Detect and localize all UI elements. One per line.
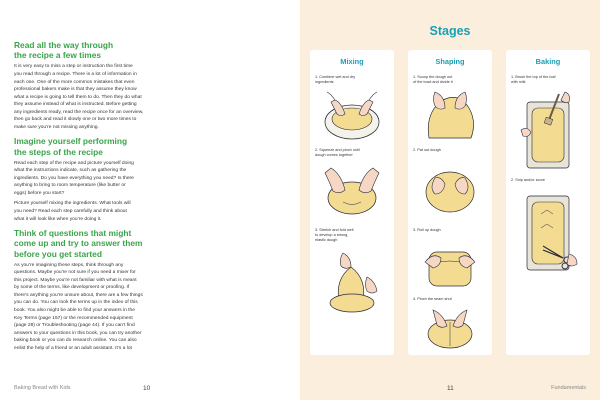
text-line: make sure you’re not missing anything. (14, 124, 99, 130)
step-text (413, 148, 489, 153)
stage-title: Mixing (340, 57, 364, 66)
paragraph (14, 200, 286, 223)
text-line: they assume instead of what is instructed. Before getting (14, 102, 137, 108)
text-line: Key Terms (page 157) or the recommended equipment (14, 315, 133, 321)
step-item (315, 148, 391, 158)
text-line: anything to bring to room temperature (like butter or (14, 183, 126, 189)
text-line: answers to your questions in this book, you can try another (14, 330, 142, 336)
text-line: Read each step of the recipe and picture yourself doing (14, 160, 134, 166)
brush-loaf-pan-icon (513, 90, 583, 175)
text-line: there’s anything you’re unsure about, there are a few things (14, 292, 143, 298)
text-line: ingredients (315, 80, 334, 84)
text-line: 1. Brush the top of the loaf (511, 75, 556, 79)
paragraph (14, 160, 286, 198)
step-item (413, 148, 489, 153)
text-line: 2. Squeeze and pinch until (315, 148, 360, 152)
text-line: you read through a recipe. There is a lot of information in (14, 71, 137, 77)
text-line: what it will look like when you’re doing it. (14, 216, 102, 222)
text-line: by some of the terms, like development or proofing. If (14, 285, 130, 291)
text-line: with milk (511, 80, 526, 84)
text-line: questions. Maybe you’re not sure if you need a mixer for (14, 270, 136, 276)
squeeze-dough-hands-icon (317, 162, 387, 222)
step-text (511, 75, 587, 85)
stage-column-baking (506, 50, 590, 355)
text-line: 3. Stretch and fold well (315, 228, 354, 232)
text-line: ingredients. Do you have everything you need? Is there (14, 175, 134, 181)
section-read-through (14, 40, 286, 131)
step-text (413, 228, 489, 233)
step-text (413, 297, 489, 302)
roll-dough-hands-icon (415, 238, 485, 294)
scoop-dough-hands-icon (415, 88, 485, 146)
text-line: elastic dough (315, 238, 338, 242)
step-text (315, 75, 391, 85)
text-line: 1. Scoop the dough out (413, 75, 453, 79)
text-line: 2. Snip and/or score (511, 178, 545, 182)
text-line: 2. Pat out dough (413, 148, 441, 152)
stretch-fold-hands-icon (317, 247, 387, 317)
text-line: then go back and read it slowly one or two more times to (14, 117, 137, 123)
mixing-bowl-hands-icon (317, 90, 387, 145)
step-item (315, 228, 391, 243)
section-heading (14, 136, 286, 156)
heading-line: Imagine yourself performing (14, 136, 128, 147)
step-text (315, 148, 391, 158)
text-line: 1. Combine wet and dry (315, 75, 356, 79)
text-line: As you’re imagining these steps, think through any (14, 262, 124, 268)
text-line: what a recipe is going to tell them to do. Then they do what (14, 94, 142, 100)
text-line: dough comes together (315, 153, 353, 157)
text-line: 4. Pinch the seam shut (413, 297, 452, 301)
text-line: each one. One of the more common mistakes that even (14, 79, 135, 85)
text-line: professional bakers make is that they assume they know (14, 87, 137, 93)
heading-line: before you get started (14, 248, 102, 259)
step-text (511, 178, 587, 183)
section-heading (14, 40, 286, 60)
heading-line: the steps of the recipe (14, 146, 103, 157)
heading-line: Think of questions that might (14, 228, 132, 239)
heading-line: the recipe a few times (14, 50, 102, 61)
text-line: enlist the help of a friend or an adult assistant. It’s a lot (14, 345, 132, 351)
text-line: you need? Read each step carefully and think about (14, 209, 127, 215)
heading-line: Read all the way through (14, 40, 114, 50)
text-line: baking book or you can do research online. You can also (14, 338, 137, 344)
heading-line: come up and try to answer them (14, 238, 143, 249)
section-heading (14, 228, 286, 259)
left-page-content (14, 40, 286, 357)
pinch-seam-hands-icon (415, 304, 485, 352)
stage-title: Shaping (435, 57, 465, 66)
text-line: Picture yourself mixing the ingredients. What tools will (14, 201, 131, 207)
step-item (413, 228, 489, 233)
text-line: book. You also might be able to find your answers in the (14, 308, 135, 313)
page-number: 10 (143, 385, 151, 392)
snip-loaf-scissors-icon (513, 190, 583, 280)
text-line: eggs) before you start? (14, 190, 65, 196)
pat-dough-hands-icon (415, 158, 485, 220)
step-text (413, 75, 489, 85)
running-footer: Baking Bread with Kids (14, 385, 71, 391)
step-item (511, 75, 587, 85)
text-line: you can do. You can look the terms up in the index of this (14, 300, 138, 306)
step-text (315, 228, 391, 243)
step-item (413, 297, 489, 302)
stage-title: Baking (535, 57, 561, 66)
paragraph (14, 63, 286, 131)
text-line: 3. Roll up dough (413, 228, 441, 232)
right-page (300, 0, 600, 400)
section-imagine-steps (14, 136, 286, 223)
paragraph (14, 262, 286, 353)
section-questions (14, 228, 286, 352)
step-item (511, 178, 587, 183)
running-footer: Fundamentals (551, 385, 586, 391)
text-line: this project. Maybe you’re not familiar with what is meant (14, 277, 137, 283)
text-line: of the bowl and divide it (413, 80, 453, 84)
page-title: Stages (429, 24, 471, 38)
text-line: (page 28) or Troubleshooting (page 44). If you can’t find (14, 323, 135, 329)
text-line: to develop a strong, (315, 233, 349, 237)
text-line: It is very easy to miss a step or instruction the first time (14, 64, 133, 70)
step-item (413, 75, 489, 85)
text-line: what the instructions indicate, such as gathering the (14, 168, 127, 174)
text-line: any ingredients ready, read the recipe once for an overview, (14, 109, 144, 115)
stage-column-mixing (310, 50, 394, 355)
page-number: 11 (447, 385, 454, 392)
step-item (315, 75, 391, 85)
stage-column-shaping (408, 50, 492, 355)
